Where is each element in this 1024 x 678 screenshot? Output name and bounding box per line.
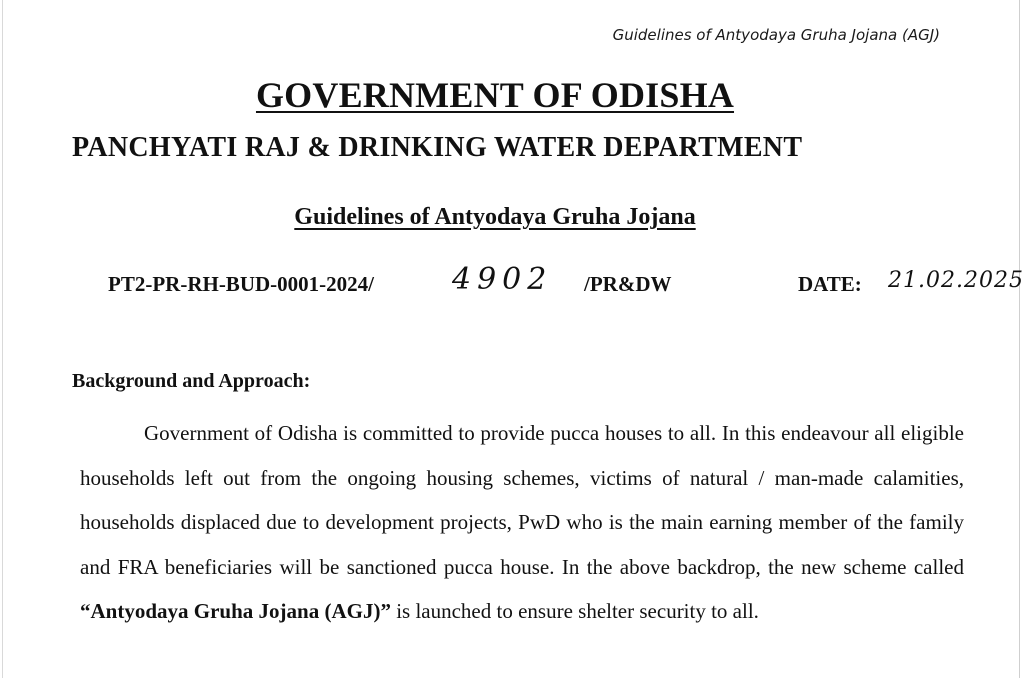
department-title: PANCHYATI RAJ & DRINKING WATER DEPARTMENT bbox=[72, 132, 803, 163]
document-title: Guidelines of Antyodaya Gruha Jojana bbox=[294, 204, 696, 230]
reference-number-handwritten: 4902 bbox=[452, 262, 553, 297]
paragraph-text-part1: Government of Odisha is committed to provide pucca houses to all. In this endeavour all eligible households left out from the ongoing housing schemes, victims of natural / man-made calamities, households displaced due to development projects, PwD who is the main earning member of the family and FRA beneficiaries will be sanctioned pucca house. In the above backdrop, the new scheme called bbox=[80, 421, 964, 579]
government-title: GOVERNMENT OF ODISHA bbox=[255, 75, 735, 115]
scheme-name: “Antyodaya Gruha Jojana (AGJ)” bbox=[80, 599, 391, 623]
page-right-edge bbox=[1019, 0, 1020, 678]
date-label: DATE: bbox=[798, 272, 862, 296]
date-value-handwritten: 21.02.2025 bbox=[888, 268, 1024, 293]
reference-code: PT2-PR-RH-BUD-0001-2024/ bbox=[108, 272, 374, 296]
background-paragraph bbox=[80, 411, 964, 634]
paragraph-text-part2: is launched to ensure shelter security to all. bbox=[390, 599, 759, 623]
running-header: Guidelines of Antyodaya Gruha Jojana (AGJ) bbox=[612, 26, 940, 44]
section-heading: Background and Approach: bbox=[72, 370, 311, 392]
reference-line bbox=[108, 262, 1024, 306]
reference-suffix: /PR&DW bbox=[584, 272, 672, 296]
